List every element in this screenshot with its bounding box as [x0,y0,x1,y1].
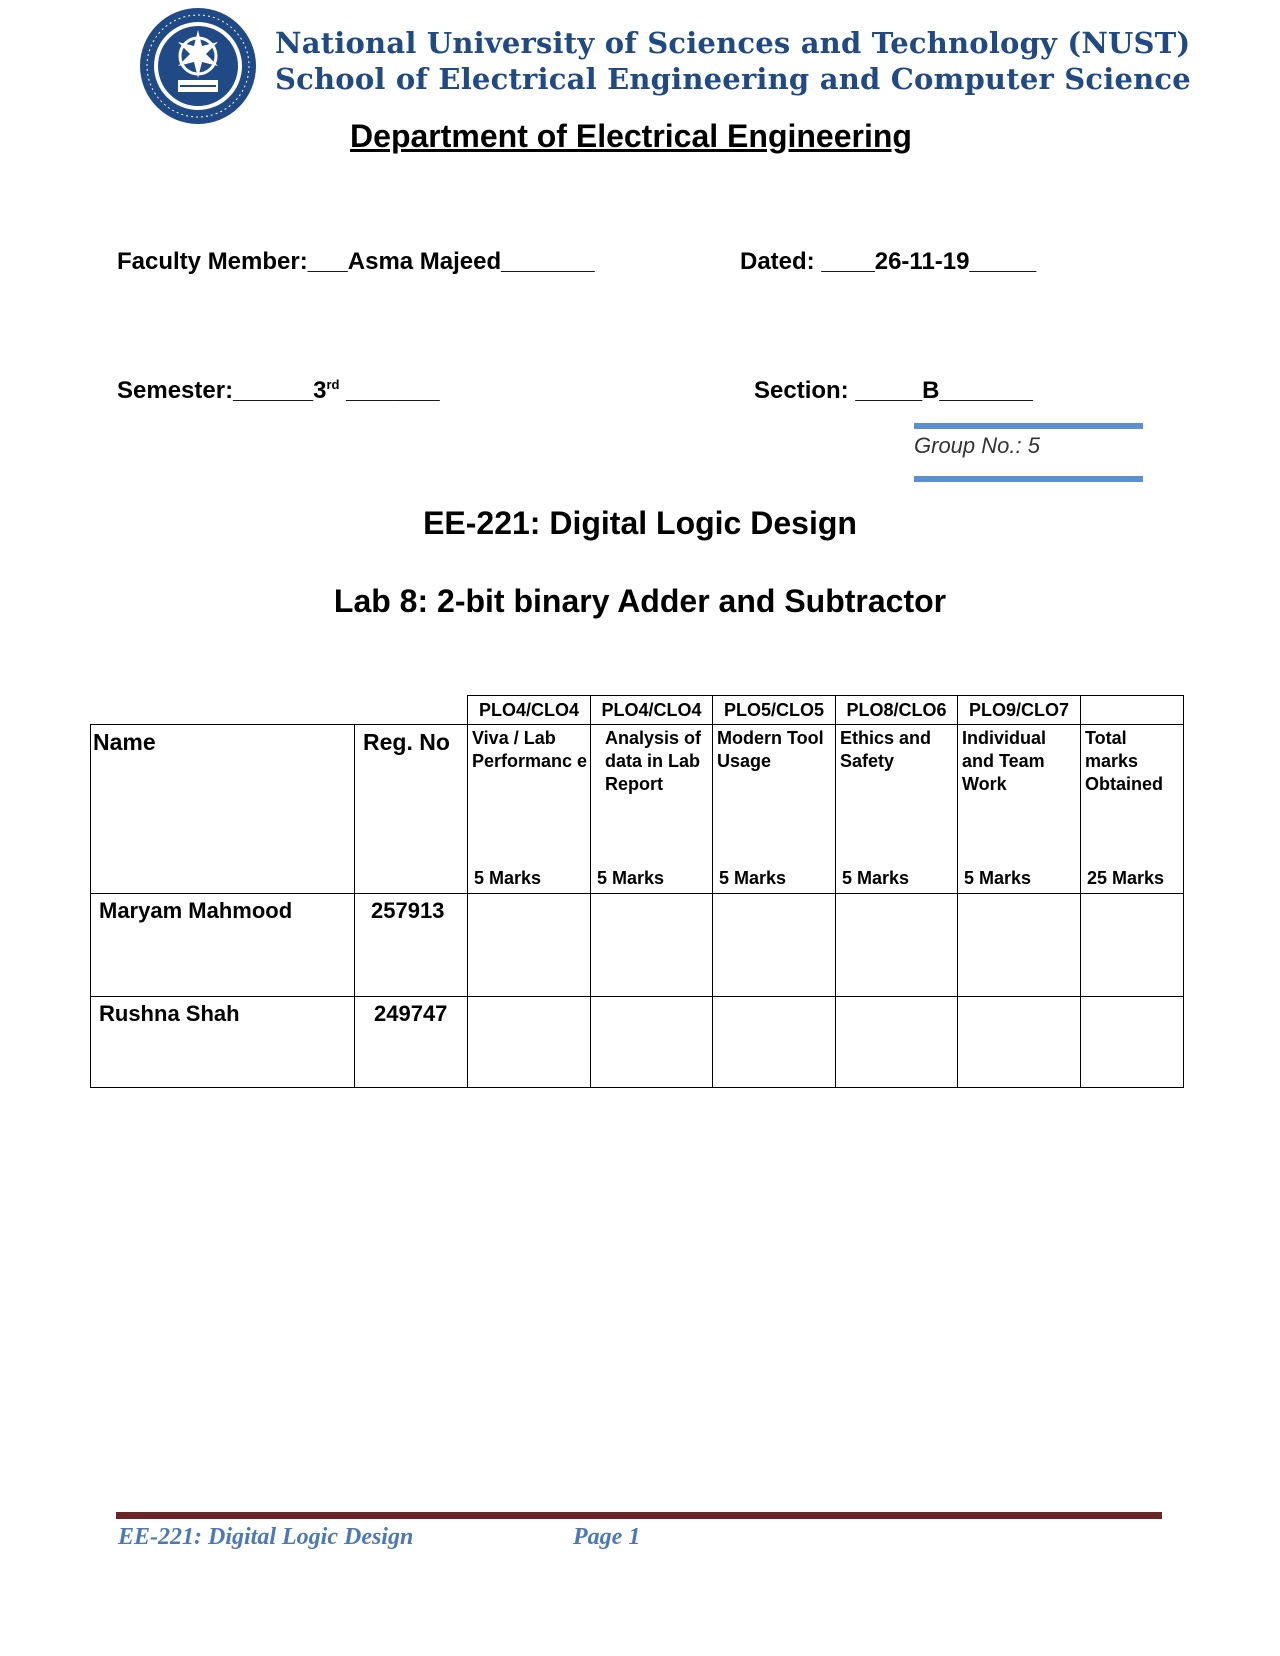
criteria-marks: 25 Marks [1087,868,1165,888]
dated-value: ____26-11-19_____ [814,248,1037,275]
footer-rule [116,1512,1162,1519]
score-cell[interactable] [591,997,713,1088]
criteria-label: Analysis of data in Lab Report [605,728,702,794]
criteria-label: Ethics and Safety [840,728,932,771]
criteria-header [958,725,1081,894]
university-name: National University of Sciences and Technology (NUST) [275,26,1191,60]
criteria-label: Modern Tool Usage [717,728,824,771]
course-title: EE-221: Digital Logic Design [423,505,857,541]
criteria-marks: 5 Marks [964,868,1032,888]
section-label: Section: [754,377,849,404]
semester-value: ______3 [233,377,327,404]
section-value: _____B_______ [848,377,1033,404]
group-rule-top [914,423,1143,429]
student-reg-no: 257913 [355,894,468,997]
criteria-header [836,725,958,894]
student-name: Maryam Mahmood [91,894,355,997]
plo-header: PLO4/CLO4 [468,696,591,725]
score-cell[interactable] [836,997,958,1088]
nust-seal-icon [138,6,258,126]
semester-label: Semester: [117,377,234,404]
reg-no-header: Reg. No [355,725,468,894]
score-cell[interactable] [836,894,958,997]
criteria-header [591,725,713,894]
student-reg-no: 249747 [355,997,468,1088]
criteria-label: Viva / Lab Performanc e [472,728,588,771]
blank-cell [355,696,468,725]
footer-page-number: Page 1 [573,1524,641,1550]
school-name: School of Electrical Engineering and Computer Science [275,62,1191,96]
lab-title: Lab 8: 2-bit binary Adder and Subtractor [333,583,947,619]
score-cell[interactable] [958,997,1081,1088]
group-rule-bottom [914,476,1143,482]
score-cell[interactable] [468,997,591,1088]
criteria-marks: 5 Marks [474,868,542,888]
semester-field [117,377,440,405]
score-cell[interactable] [713,997,836,1088]
blank-cell [91,696,355,725]
criteria-header [713,725,836,894]
criteria-marks: 5 Marks [719,868,787,888]
criteria-header [468,725,591,894]
criteria-label: Individual and Team Work [962,728,1047,794]
plo-header: PLO9/CLO7 [958,696,1081,725]
plo-header-row [91,696,1184,725]
plo-header: PLO4/CLO4 [591,696,713,725]
grading-table [90,695,1184,1088]
total-cell[interactable] [1081,997,1184,1088]
plo-header [1081,696,1184,725]
criteria-marks: 5 Marks [597,868,665,888]
total-cell[interactable] [1081,894,1184,997]
name-header: Name [91,725,355,894]
criteria-marks: 5 Marks [842,868,910,888]
faculty-label: Faculty Member: [117,248,308,275]
dated-label: Dated: [740,248,815,275]
plo-header: PLO5/CLO5 [713,696,836,725]
plo-header: PLO8/CLO6 [836,696,958,725]
faculty-value: ___Asma Majeed_______ [307,248,595,275]
criteria-header [1081,725,1184,894]
department-title: Department of Electrical Engineering [350,118,912,154]
score-cell[interactable] [591,894,713,997]
semester-superscript: rd [326,377,340,392]
faculty-member-field [117,248,595,276]
student-name: Rushna Shah [91,997,355,1088]
score-cell[interactable] [468,894,591,997]
footer-course: EE-221: Digital Logic Design [118,1524,414,1550]
score-cell[interactable] [958,894,1081,997]
table-row [91,997,1184,1088]
criteria-header-row [91,725,1184,894]
dated-field [740,248,1036,276]
score-cell[interactable] [713,894,836,997]
section-field [754,377,1033,405]
table-row [91,894,1184,997]
group-number: Group No.: 5 [914,433,1040,458]
criteria-label: Total marks Obtained [1085,728,1164,794]
semester-trailing: _______ [339,377,440,404]
